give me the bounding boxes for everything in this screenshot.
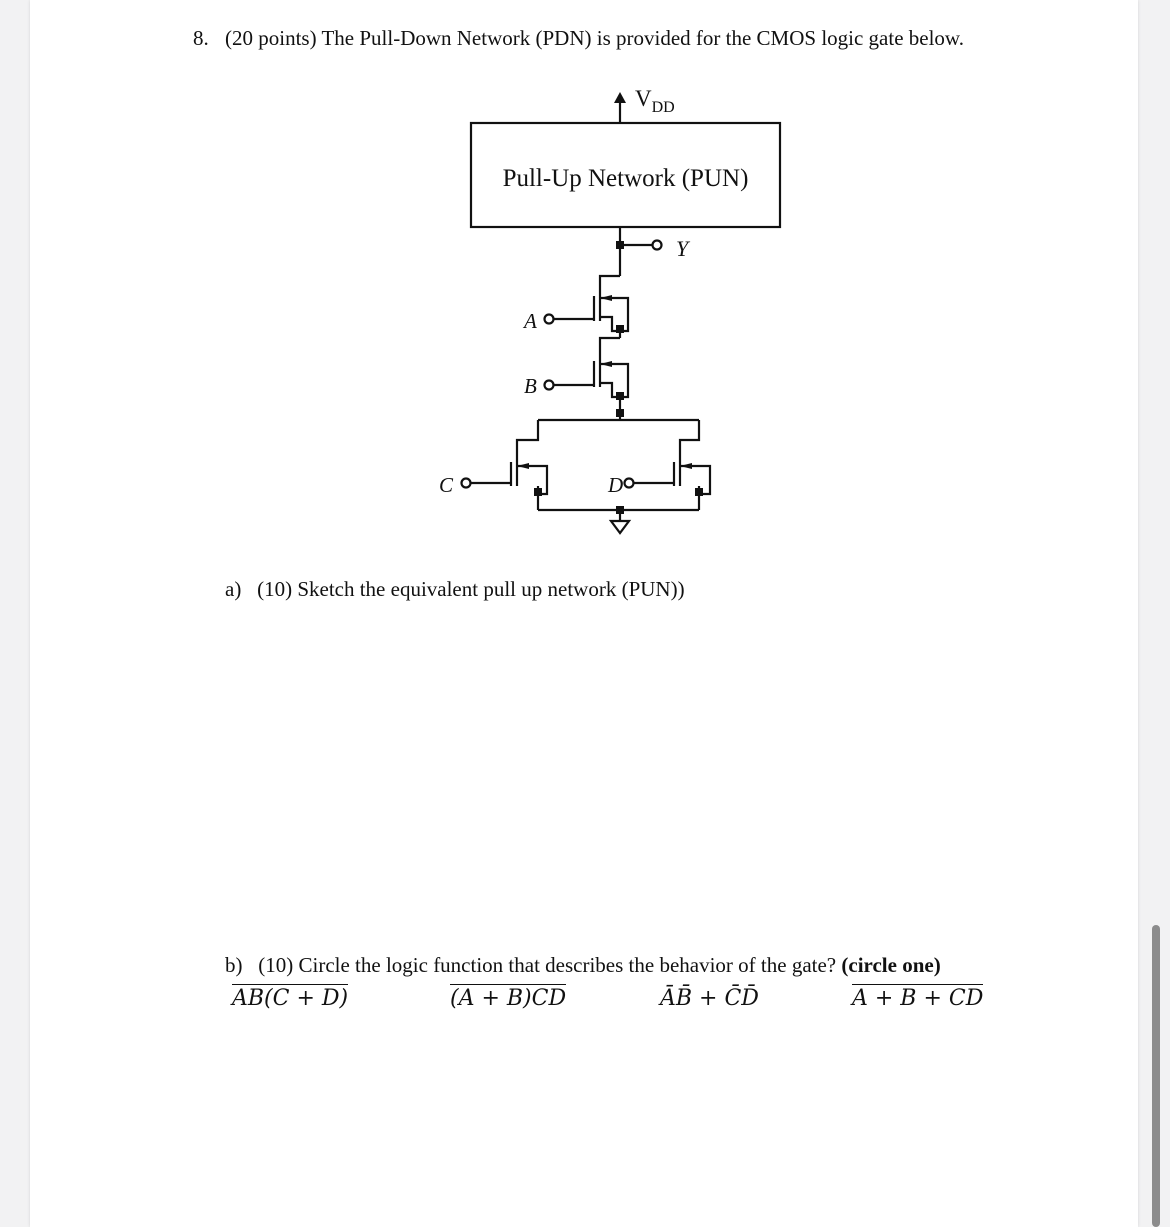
- part-b-text: (10) Circle the logic function that describes the behavior of the gate?: [258, 953, 837, 977]
- input-b-terminal: [545, 381, 554, 390]
- circle-one-emphasis: (circle one): [841, 953, 941, 977]
- input-d-label: D: [608, 473, 624, 497]
- option-4[interactable]: [852, 985, 983, 1013]
- input-c-label: C: [439, 473, 454, 497]
- input-a-terminal: [545, 315, 554, 324]
- part-b-label: b): [225, 953, 243, 977]
- option-2[interactable]: [450, 985, 566, 1013]
- option-3-expression: ĀB̄ + C̄D̄: [660, 986, 759, 1011]
- option-3[interactable]: [660, 985, 759, 1013]
- output-y-label: Y: [676, 236, 689, 261]
- option-1-expression: AB(C + D): [232, 986, 349, 1011]
- vertical-scrollbar[interactable]: [1152, 925, 1160, 1227]
- option-2-expression: (A + B)CD: [450, 986, 567, 1011]
- option-1[interactable]: [232, 985, 348, 1013]
- part-b: [225, 953, 941, 978]
- input-b-label: B: [524, 374, 537, 398]
- part-a: [225, 577, 685, 602]
- cmos-circuit-diagram: [0, 0, 1170, 560]
- vdd-arrow-icon: [614, 92, 626, 103]
- input-d-terminal: [625, 479, 634, 488]
- option-4-expression: A + B + CD: [852, 986, 984, 1011]
- question-text: (20 points) The Pull-Down Network (PDN) is provided for the CMOS logic gate below.: [225, 26, 964, 50]
- input-c-terminal: [462, 479, 471, 488]
- pun-label: Pull-Up Network (PUN): [502, 165, 749, 192]
- question-number: 8.: [193, 26, 209, 50]
- output-y-terminal: [653, 241, 662, 250]
- part-a-label: a): [225, 577, 242, 601]
- vdd-label: $V_{DD}$: [635, 86, 675, 116]
- input-a-label: A: [524, 309, 537, 333]
- part-a-text: (10) Sketch the equivalent pull up network (PUN)): [257, 577, 685, 601]
